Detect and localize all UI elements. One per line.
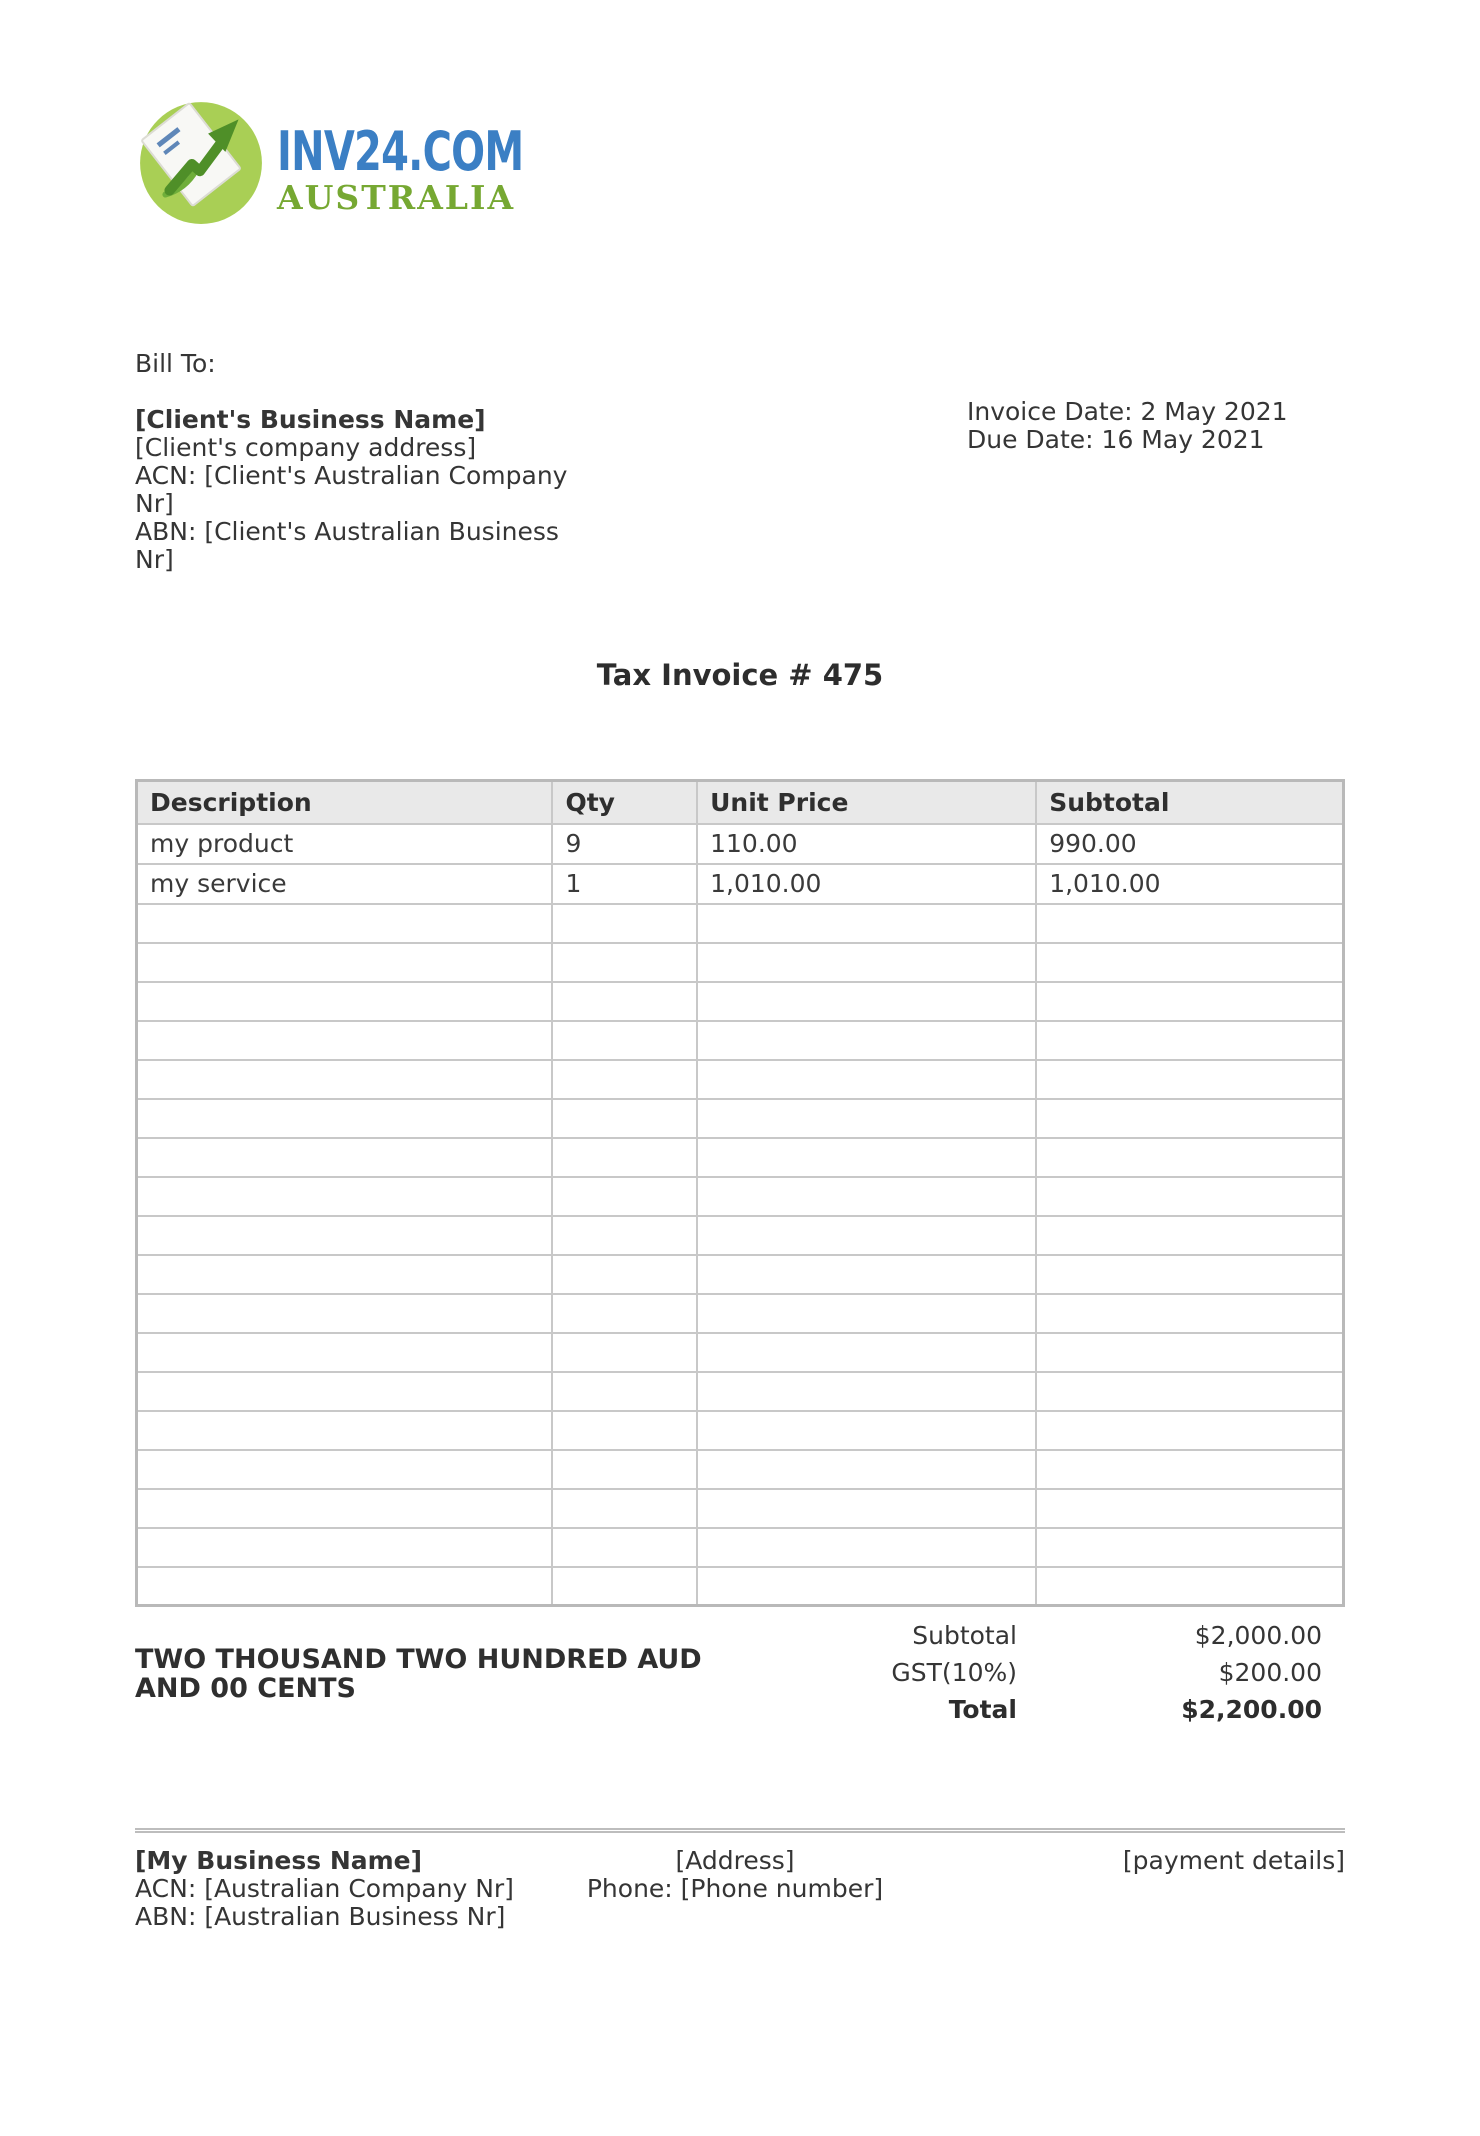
empty-cell [137, 1177, 553, 1216]
empty-cell [137, 1567, 553, 1606]
empty-cell [697, 1099, 1036, 1138]
empty-cell [552, 1021, 697, 1060]
payment-details: [payment details] [1122, 1846, 1345, 1875]
totals-section [135, 1617, 1345, 1728]
empty-cell [137, 1333, 553, 1372]
cell-subtotal: 1,010.00 [1036, 864, 1343, 904]
empty-cell [697, 904, 1036, 943]
empty-row [137, 1021, 1344, 1060]
empty-cell [552, 1060, 697, 1099]
empty-cell [1036, 1489, 1343, 1528]
empty-cell [137, 1294, 553, 1333]
empty-cell [1036, 904, 1343, 943]
empty-cell [697, 1138, 1036, 1177]
gst-row [787, 1654, 1322, 1691]
empty-cell [552, 1216, 697, 1255]
empty-cell [552, 1255, 697, 1294]
empty-cell [697, 1060, 1036, 1099]
totals-table [787, 1617, 1345, 1728]
subtotal-label: Subtotal [912, 1621, 1017, 1650]
empty-cell [137, 904, 553, 943]
empty-cell [552, 1177, 697, 1216]
empty-cell [1036, 982, 1343, 1021]
cell-qty: 9 [552, 824, 697, 864]
empty-cell [137, 1255, 553, 1294]
empty-cell [552, 982, 697, 1021]
business-acn: ACN: [Australian Company Nr] [135, 1874, 514, 1903]
empty-cell [552, 1138, 697, 1177]
empty-cell [552, 1294, 697, 1333]
footer [135, 1828, 1345, 1931]
empty-cell [552, 1099, 697, 1138]
empty-cell [697, 1567, 1036, 1606]
empty-cell [137, 1060, 553, 1099]
header-unit-price: Unit Price [697, 781, 1036, 824]
client-abn: ABN: [Client's Australian Business Nr] [135, 517, 559, 574]
cell-unit-price: 1,010.00 [697, 864, 1036, 904]
header-qty: Qty [552, 781, 697, 824]
client-address: [Client's company address] [135, 433, 477, 462]
subtotal-value: $2,000.00 [1194, 1621, 1322, 1650]
empty-cell [697, 1177, 1036, 1216]
total-row [787, 1691, 1322, 1728]
client-business-name: [Client's Business Name] [135, 405, 486, 434]
empty-cell [137, 1372, 553, 1411]
table-row [137, 824, 1344, 864]
empty-cell [552, 1411, 697, 1450]
empty-cell [1036, 1021, 1343, 1060]
empty-cell [1036, 1411, 1343, 1450]
empty-row [137, 943, 1344, 982]
empty-cell [1036, 1216, 1343, 1255]
items-header-row [137, 781, 1344, 824]
business-address: [Address] [675, 1846, 795, 1875]
empty-row [137, 1333, 1344, 1372]
business-abn: ABN: [Australian Business Nr] [135, 1902, 506, 1931]
empty-cell [1036, 1060, 1343, 1099]
empty-cell [552, 1528, 697, 1567]
gst-label: GST(10%) [891, 1658, 1017, 1687]
empty-cell [137, 1489, 553, 1528]
empty-cell [552, 1450, 697, 1489]
empty-cell [137, 943, 553, 982]
empty-cell [1036, 1255, 1343, 1294]
empty-row [137, 1216, 1344, 1255]
empty-row [137, 1411, 1344, 1450]
footer-business-block [135, 1847, 560, 1931]
empty-cell [137, 1099, 553, 1138]
empty-cell [1036, 1567, 1343, 1606]
empty-cell [552, 1372, 697, 1411]
empty-cell [697, 982, 1036, 1021]
empty-cell [137, 1528, 553, 1567]
due-date: Due Date: 16 May 2021 [967, 425, 1265, 454]
invoice-title: Tax Invoice # 475 [596, 658, 884, 692]
empty-cell [552, 1567, 697, 1606]
empty-cell [697, 1411, 1036, 1450]
empty-row [137, 982, 1344, 1021]
empty-cell [1036, 943, 1343, 982]
header-subtotal: Subtotal [1036, 781, 1343, 824]
empty-row [137, 1372, 1344, 1411]
header-description: Description [137, 781, 553, 824]
cell-description: my service [137, 864, 553, 904]
subtotal-row [787, 1617, 1322, 1654]
empty-row [137, 1138, 1344, 1177]
empty-cell [137, 982, 553, 1021]
dates-section [967, 398, 1288, 454]
empty-cell [137, 1216, 553, 1255]
invoice-growth-icon [135, 95, 267, 227]
empty-cell [697, 1294, 1036, 1333]
empty-row [137, 1060, 1344, 1099]
logo [135, 95, 1480, 235]
footer-payment-block [910, 1847, 1345, 1931]
bill-to-section [135, 350, 580, 574]
total-value: $2,200.00 [1181, 1695, 1322, 1724]
empty-cell [552, 904, 697, 943]
empty-cell [137, 1138, 553, 1177]
cell-qty: 1 [552, 864, 697, 904]
brand-name: INV24.COM [277, 120, 524, 183]
items-body [137, 824, 1344, 1606]
empty-cell [1036, 1372, 1343, 1411]
empty-cell [137, 1021, 553, 1060]
empty-cell [1036, 1294, 1343, 1333]
cell-description: my product [137, 824, 553, 864]
empty-cell [1036, 1099, 1343, 1138]
amount-in-words: TWO THOUSAND TWO HUNDRED AUD AND 00 CENTS [135, 1644, 702, 1704]
cell-unit-price: 110.00 [697, 824, 1036, 864]
empty-row [137, 1255, 1344, 1294]
empty-cell [697, 1021, 1036, 1060]
footer-contact-block [560, 1847, 910, 1931]
empty-cell [1036, 1333, 1343, 1372]
empty-cell [697, 1450, 1036, 1489]
empty-cell [697, 1255, 1036, 1294]
client-acn: ACN: [Client's Australian Company Nr] [135, 461, 568, 518]
empty-row [137, 904, 1344, 943]
empty-cell [1036, 1528, 1343, 1567]
logo-text [277, 95, 610, 217]
empty-cell [697, 1528, 1036, 1567]
cell-subtotal: 990.00 [1036, 824, 1343, 864]
empty-row [137, 1294, 1344, 1333]
gst-value: $200.00 [1218, 1658, 1322, 1687]
empty-cell [697, 1372, 1036, 1411]
empty-cell [552, 1333, 697, 1372]
empty-cell [1036, 1450, 1343, 1489]
invoice-date: Invoice Date: 2 May 2021 [967, 397, 1288, 426]
business-phone: Phone: [Phone number] [586, 1874, 884, 1903]
empty-cell [137, 1450, 553, 1489]
empty-cell [552, 1489, 697, 1528]
empty-row [137, 1567, 1344, 1606]
empty-cell [1036, 1177, 1343, 1216]
empty-cell [137, 1411, 553, 1450]
empty-cell [697, 1333, 1036, 1372]
business-name: [My Business Name] [135, 1846, 423, 1875]
empty-cell [552, 943, 697, 982]
total-label: Total [948, 1695, 1017, 1724]
empty-cell [697, 1216, 1036, 1255]
table-row [137, 864, 1344, 904]
empty-row [137, 1177, 1344, 1216]
empty-row [137, 1099, 1344, 1138]
bill-to-label: Bill To: [135, 349, 216, 378]
brand-region: AUSTRALIA [277, 178, 516, 217]
footer-columns [135, 1833, 1345, 1931]
empty-row [137, 1489, 1344, 1528]
empty-cell [1036, 1138, 1343, 1177]
items-table [135, 779, 1345, 1607]
empty-row [137, 1528, 1344, 1567]
empty-row [137, 1450, 1344, 1489]
empty-cell [697, 1489, 1036, 1528]
empty-cell [697, 943, 1036, 982]
